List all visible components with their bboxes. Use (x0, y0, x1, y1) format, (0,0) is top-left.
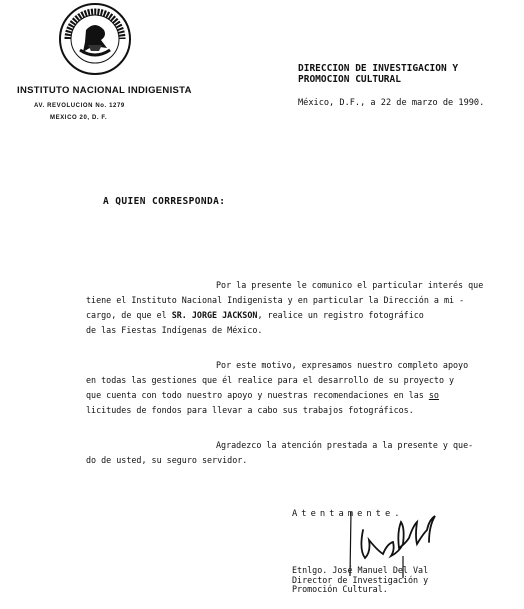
signatory-block (292, 566, 428, 595)
department-heading (298, 63, 458, 85)
department-line: DIRECCION DE INVESTIGACION Y (298, 63, 459, 74)
paragraph-line: licitudes de fondos para llevar a cabo sus trabajos fotográficos. (86, 405, 414, 415)
paragraph-line: Por este motivo, expresamos nuestro completo apoyo (216, 360, 469, 370)
institution-city: MEXICO 20, D. F. (50, 115, 108, 121)
institution-address: AV. REVOLUCION No. 1279 (34, 103, 125, 109)
paragraph-line: en todas las gestiones que él realice para el desarrollo de su proyecto y (86, 375, 455, 385)
closing: Atentamente. (292, 509, 404, 519)
body-paragraph (86, 358, 504, 418)
paragraph-text: , realice un registro fotográfico (257, 310, 424, 320)
paragraph-line: Por la presente le comunico el particular interés que (216, 280, 484, 290)
mexico-seal-icon (58, 2, 132, 76)
body-paragraph (86, 278, 504, 338)
greeting: A QUIEN CORRESPONDA: (103, 196, 226, 207)
signatory-name: Etnlgo. José Manuel Del Val (292, 565, 429, 575)
signatory-title: Director de Investigación y (292, 574, 429, 585)
signatory-title: Promoción Cultural. (292, 584, 388, 594)
department-line: PROMOCION CULTURAL (298, 74, 401, 85)
institution-name: INSTITUTO NACIONAL INDIGENISTA (17, 85, 192, 96)
paragraph-text: que cuenta con todo nuestro apoyo y nuestras recomendaciones en las (86, 390, 429, 400)
underlined-text: so (428, 390, 439, 400)
paragraph-line: do de usted, su seguro servidor. (86, 455, 248, 465)
paragraph-line: Agradezco la atención prestada a la presente y que- (216, 440, 474, 450)
subject-name: SR. JORGE JACKSON (171, 310, 258, 320)
paragraph-line (86, 308, 504, 323)
paragraph-line (86, 388, 504, 403)
body-paragraph (86, 438, 504, 468)
paragraph-line: tiene el Instituto Nacional Indigenista y en particular la Dirección a mi - (86, 295, 465, 305)
paragraph-line: de las Fiestas Indígenas de México. (86, 325, 263, 335)
place-date: México, D.F., a 22 de marzo de 1990. (298, 98, 485, 108)
paragraph-text: cargo, de que el (86, 310, 172, 320)
